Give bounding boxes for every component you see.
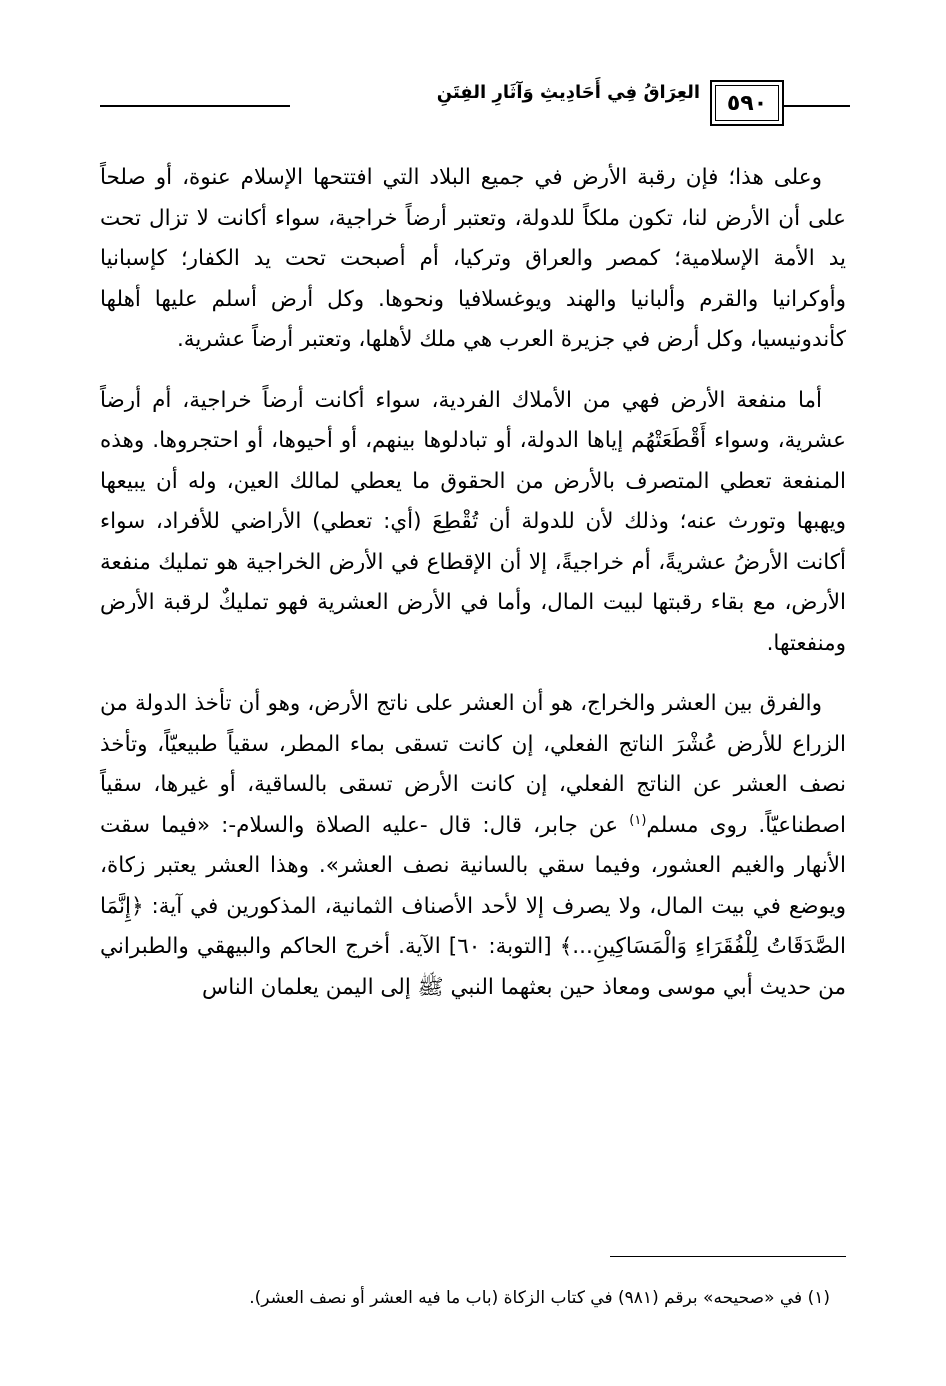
body-text [100, 158, 846, 1008]
page-number-frame [710, 80, 784, 126]
footnote-separator [610, 1256, 846, 1257]
paragraph-2 [100, 381, 846, 665]
book-title: العِرَاقُ فِي أَحَادِيثِ وَآثَارِ الفِتَنِ [436, 82, 700, 103]
footnote: (١) في «صحيحه» برقم (٩٨١) في كتاب الزكاة (باب ما فيه العشر أو نصف العشر). [249, 1288, 830, 1308]
header-rule-right [784, 105, 850, 107]
header-rule-left [100, 105, 290, 107]
page-header [100, 72, 850, 132]
page-number: ٥٩٠ [726, 90, 768, 116]
footnote-ref[interactable]: (١) [629, 812, 647, 828]
paragraph-3-text-end: عن جابر، قال: قال -عليه الصلاة والسلام-: «فيما سقت الأنهار والغيم العشور، وفيما سقي بالسانية نصف العشر». وهذا العشر يعتبر زكاة، ويوضع في بيت المال، ولا يصرف إلا لأحد الأصناف الثمانية، المذكورين في آية: ﴿إِنَّمَا الصَّدَقَاتُ لِلْفُقَرَاءِ وَالْمَسَاكِينِ...﴾ [التوبة: ٦٠] الآية. أخرج الحاكم والبيهقي والطبراني من حديث أبي موسى ومعاذ حين بعثهما النبي ﷺ إلى اليمن يعلمان الناس [100, 812, 846, 1000]
paragraph-3 [100, 684, 846, 1008]
paragraph-2-text: أما منفعة الأرض فهي من الأملاك الفردية، سواء أكانت أرضاً خراجية، أم أرضاً عشرية، وسواء أَقْطَعَتْهُم إياها الدولة، أو تبادلوها بينهم، أو أحيوها، أو احتجروها. وهذه المنفعة تعطي المتصرف بالأرض من الحقوق ما يعطي لمالك العين، وله أن يبيعها ويهبها وتورث عنه؛ وذلك لأن للدولة أن تُقْطِعَ (أي: تعطي) الأراضي للأفراد، سواء أكانت الأرضُ عشريةً، أم خراجيةً، إلا أن الإقطاع في الأرض الخراجية هو تمليك منفعة الأرض، مع بقاء رقبتها لبيت المال، وأما في الأرض العشرية فهو تمليكٌ لرقبة الأرض ومنفعتها. [100, 387, 846, 656]
paragraph-3-text-start: والفرق بين العشر والخراج، هو أن العشر على ناتج الأرض، وهو أن تأخذ الدولة من الزراع للأرض عُشْرَ الناتج الفعلي، إن كانت تسقى بماء المطر، سقياً طبيعيّاً، وتأخذ نصف العشر عن الناتج الفعلي، إن كانت الأرض تسقى بالساقية، أو غيرها، سقياً اصطناعيّاً. روى مسلم [100, 691, 846, 838]
paragraph-1-text: وعلى هذا؛ فإن رقبة الأرض في جميع البلاد التي افتتحها الإسلام عنوة، أو صلحاً على أن الأرض لنا، تكون ملكاً للدولة، وتعتبر أرضاً خراجية، سواء أكانت لا تزال تحت يد الأمة الإسلامية؛ كمصر والعراق وتركيا، أم أصبحت تحت يد الكفار؛ كإسبانيا وأوكرانيا والقرم وألبانيا والهند ويوغسلافيا ونحوها. وكل أرض أسلم عليها أهلها كأندونيسيا، وكل أرض في جزيرة العرب هي ملك لأهلها، وتعتبر أرضاً عشرية. [100, 165, 846, 352]
paragraph-1 [100, 158, 846, 361]
